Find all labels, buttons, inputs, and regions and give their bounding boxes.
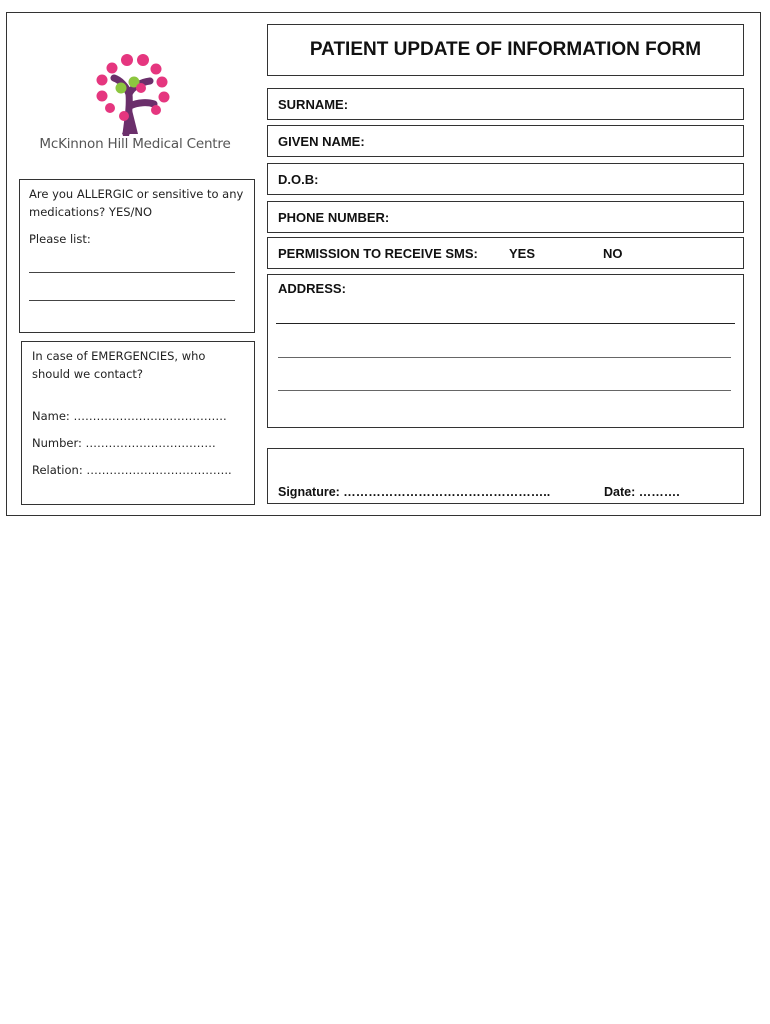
address-line-2 — [278, 357, 731, 358]
sms-yes-option[interactable]: YES — [509, 245, 536, 261]
address-line-1 — [276, 323, 735, 324]
address-line-3 — [278, 390, 731, 391]
dob-label: D.O.B: — [278, 171, 319, 187]
surname-label: SURNAME: — [278, 96, 349, 112]
surname-field[interactable] — [267, 88, 744, 120]
allergy-box[interactable] — [19, 179, 255, 333]
tree-logo-icon — [30, 48, 240, 136]
allergy-line-2 — [29, 300, 235, 301]
dob-field[interactable] — [267, 163, 744, 195]
form-title: PATIENT UPDATE OF INFORMATION FORM — [267, 24, 744, 76]
sms-no-option[interactable]: NO — [603, 245, 623, 261]
allergy-list-label: Please list: — [29, 232, 91, 246]
given-name-label: GIVEN NAME: — [278, 133, 365, 149]
allergy-question: Are you ALLERGIC or sensitive to any medications? YES/NO — [29, 187, 244, 219]
address-label: ADDRESS: — [278, 281, 346, 296]
signature-label: Signature: ………………………………………….. — [278, 485, 551, 499]
emergency-contact-box[interactable] — [21, 341, 255, 505]
given-name-field[interactable] — [267, 125, 744, 157]
signature-box[interactable] — [267, 448, 744, 504]
phone-label: PHONE NUMBER: — [278, 209, 390, 225]
allergy-line-1 — [29, 272, 235, 273]
emergency-number-line: Number: ……………………………. — [32, 436, 216, 450]
sms-permission-field — [267, 237, 744, 269]
emergency-relation-line: Relation: ……………………………….. — [32, 463, 232, 477]
phone-field[interactable] — [267, 201, 744, 233]
clinic-name: McKinnon Hill Medical Centre — [39, 136, 231, 152]
clinic-logo — [30, 48, 240, 163]
emergency-name-line: Name: …………………………………. — [32, 409, 227, 423]
sms-permission-label: PERMISSION TO RECEIVE SMS: — [278, 245, 478, 261]
emergency-question: In case of EMERGENCIES, who should we contact? — [32, 349, 206, 381]
address-field[interactable] — [267, 274, 744, 428]
date-label: Date: ………. — [604, 485, 680, 499]
